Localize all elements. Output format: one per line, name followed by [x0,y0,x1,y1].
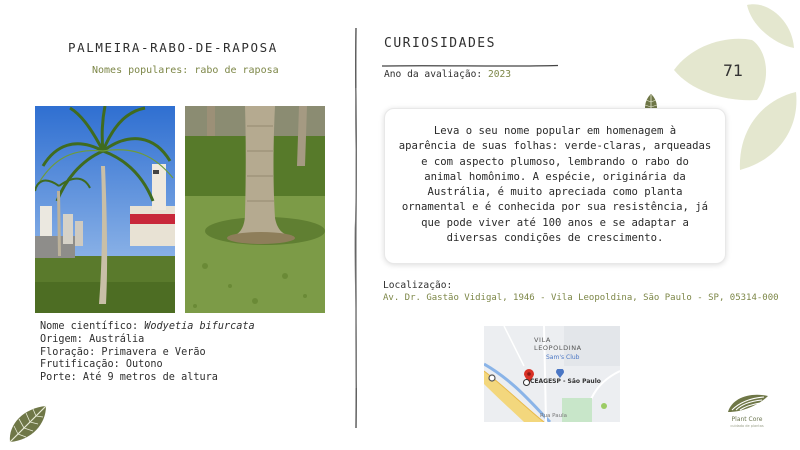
location-map[interactable] [484,326,620,422]
curiosity-line: e com aspecto plumoso, lembrando o rabo do [421,155,689,168]
palm-photo-street [35,106,175,313]
leaf-decoration-icon [6,402,50,446]
curiosities-heading: CURIOSIDADES [384,36,496,51]
brand-name: Plant Core [731,416,763,423]
store-marker-icon [556,363,564,372]
map-district-line1: VILA [534,336,551,344]
curiosity-line: que pode viver até 100 anos e se adaptar a [421,216,689,229]
curiosity-line: ornamental e é conhecida por sua resistência, já [401,201,709,214]
heading-underline [382,53,558,57]
popular-names: Nomes populares: rabo de raposa [92,65,279,76]
brand-tagline: cuidado de plantas [730,424,764,428]
plant-specs [40,321,255,385]
flowering-row: Floração: Primavera e Verão [40,346,206,358]
curiosity-line: Austrália, é muito apreciada como planta [427,186,683,199]
location-address: Av. Dr. Gastão Vidigal, 1946 - Vila Leopoldina, São Paulo - SP, 05314-000 [383,293,779,303]
curiosity-line: aparência de suas folhas: verde-claras, arqueadas [398,140,712,153]
location-label: Localização: [383,280,453,291]
map-place-marker [523,379,530,386]
palm-photo-trunk [185,106,325,313]
curiosity-line: animal homônimo. A espécie, originária da [424,170,686,183]
map-place-label: CEAGESP - São Paulo [530,378,601,385]
fruiting-row: Frutificação: Outono [40,359,163,371]
scientific-name-value: Wodyetia bifurcata [144,321,255,332]
size-row: Porte: Até 9 metros de altura [40,372,218,384]
map-store-label: Sam's Club [546,354,580,361]
plant-title: PALMEIRA-RABO-DE-RAPOSA [68,40,278,55]
evaluation-year [384,69,511,80]
brand-logo-icon [722,390,772,436]
page-number: 71 [722,61,744,80]
year-label: Ano da avaliação: [384,69,488,80]
curiosity-line: Leva o seu nome popular em homenagem à [433,125,677,137]
curiosity-line: diversas condições de crescimento. [446,232,664,245]
map-district-line2: LEOPOLDINA [534,343,582,352]
origin-row: Origem: Austrália [40,333,145,345]
page-divider [349,28,363,428]
scientific-name-row [40,321,255,334]
curiosities-text-box [384,108,726,264]
scientific-name-label: Nome científico: [40,321,145,332]
year-value: 2023 [487,69,512,80]
map-street-label: Rua Paula [540,413,568,419]
